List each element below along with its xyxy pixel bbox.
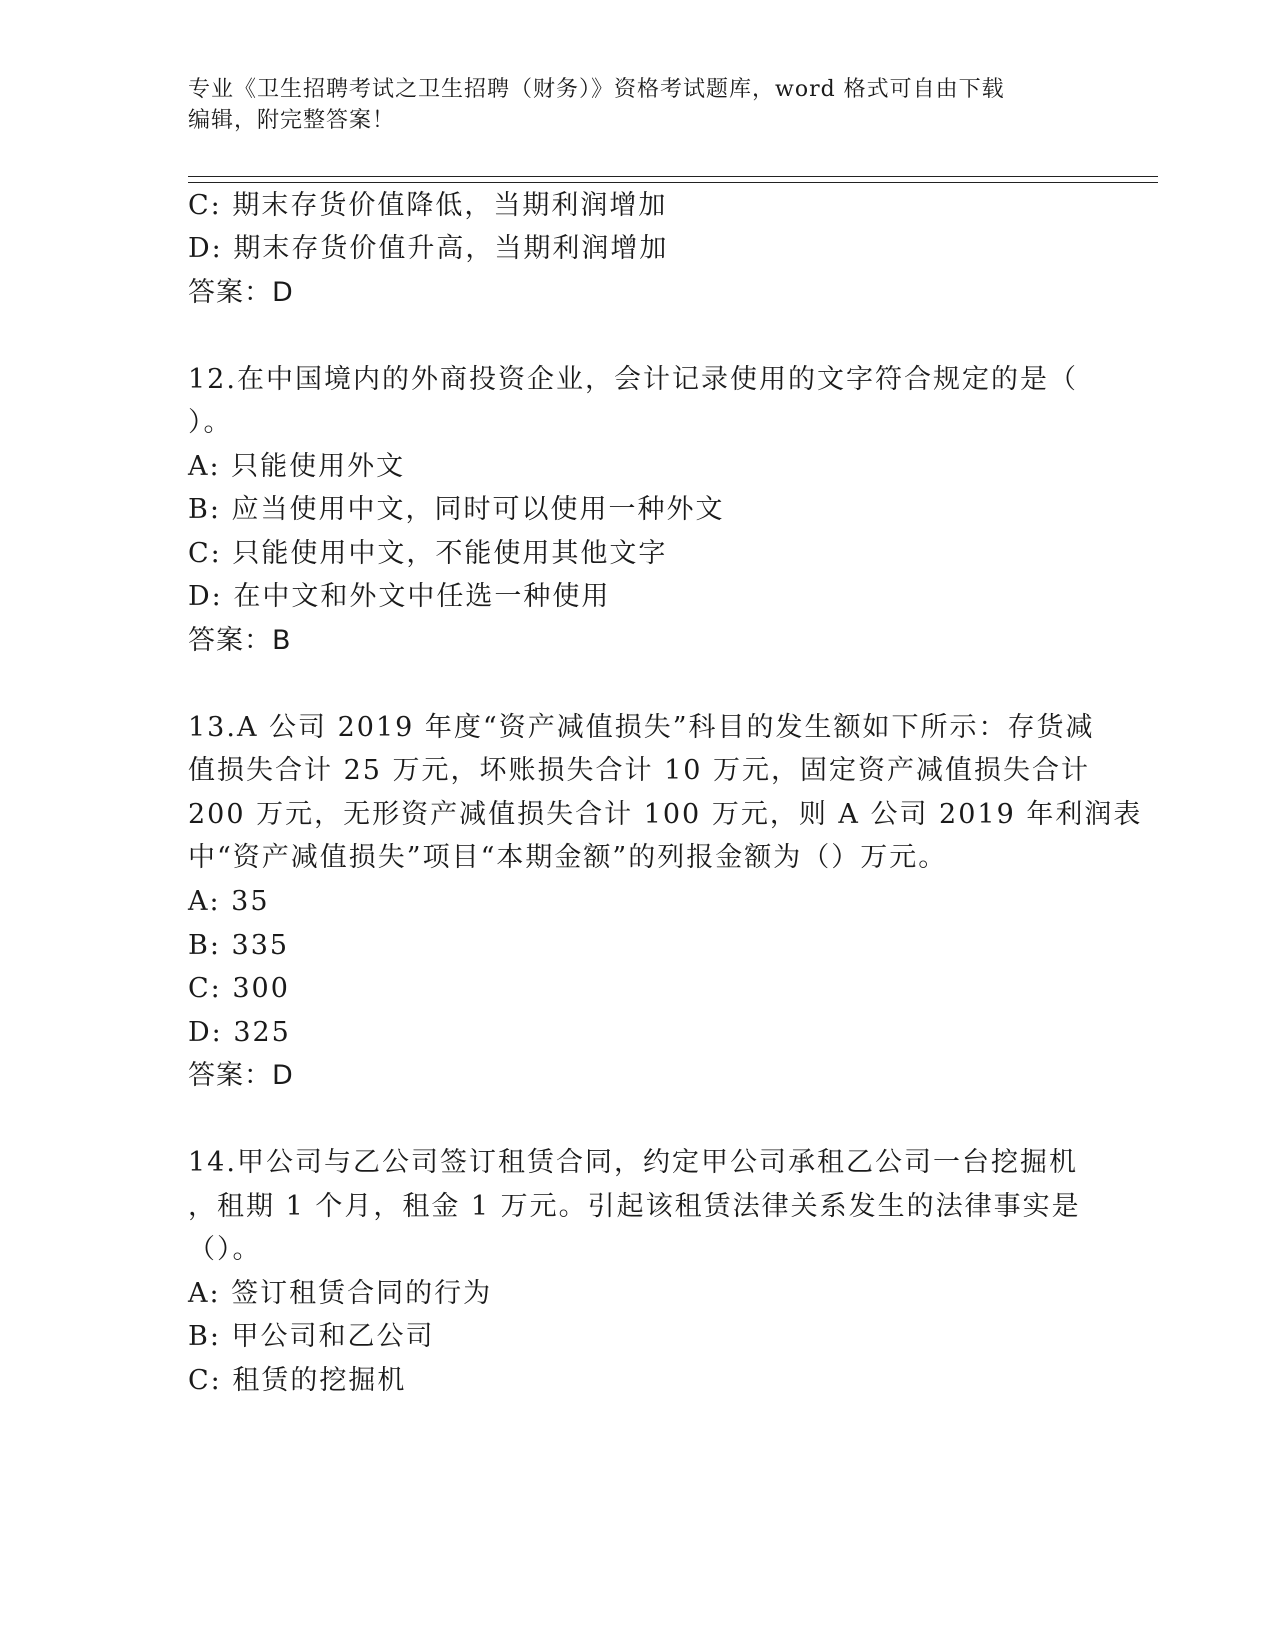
header-divider-bottom (188, 182, 1158, 183)
q13-option-a: A: 35 (188, 886, 270, 917)
q13-option-d: D: 325 (188, 1017, 291, 1048)
header-divider-top (188, 176, 1158, 177)
page-header (188, 74, 1068, 136)
q14-stem-line1: 14.甲公司与乙公司签订租赁合同，约定甲公司承租乙公司一台挖掘机 (188, 1147, 1078, 1178)
q14-stem-line2: ，租期 1 个月，租金 1 万元。引起该租赁法律关系发生的法律事实是 (188, 1191, 1081, 1222)
prev-option-d: D: 期末存货价值升高，当期利润增加 (188, 233, 669, 264)
q12-option-a: A: 只能使用外文 (188, 451, 406, 482)
q12-option-b: B: 应当使用中文，同时可以使用一种外文 (188, 494, 725, 525)
q14-stem-line3: （）。 (188, 1234, 262, 1265)
q13-stem-line2: 值损失合计 25 万元，坏账损失合计 10 万元，固定资产减值损失合计 (188, 755, 1091, 786)
q13-stem-line3: 200 万元，无形资产减值损失合计 100 万元，则 A 公司 2019 年利润表 (188, 799, 1143, 830)
q12-stem-line1: 12.在中国境内的外商投资企业，会计记录使用的文字符合规定的是（ (188, 364, 1078, 395)
q13-stem-line1: 13.A 公司 2019 年度“资产减值损失”科目的发生额如下所示：存货减 (188, 712, 1095, 743)
q12-option-d: D: 在中文和外文中任选一种使用 (188, 581, 611, 612)
q13-option-b: B: 335 (188, 930, 290, 961)
header-title-line1: 专业《卫生招聘考试之卫生招聘（财务）》资格考试题库，word 格式可自由下载 (188, 77, 1005, 102)
q14-option-c: C: 租赁的挖掘机 (188, 1365, 407, 1396)
prev-answer: 答案：D (188, 277, 294, 308)
q12-answer: 答案：B (188, 625, 292, 656)
q14-option-b: B: 甲公司和乙公司 (188, 1321, 435, 1352)
q12-stem-line2: ）。 (188, 407, 233, 438)
q12-option-c: C: 只能使用中文，不能使用其他文字 (188, 538, 668, 569)
q13-stem-line4: 中“资产减值损失”项目“本期金额”的列报金额为（）万元。 (188, 842, 948, 873)
q13-answer: 答案：D (188, 1060, 294, 1091)
header-title-line2: 编辑，附完整答案！ (188, 108, 396, 133)
q13-option-c: C: 300 (188, 973, 290, 1004)
prev-option-c: C: 期末存货价值降低，当期利润增加 (188, 190, 668, 221)
q14-option-a: A: 签订租赁合同的行为 (188, 1278, 493, 1309)
